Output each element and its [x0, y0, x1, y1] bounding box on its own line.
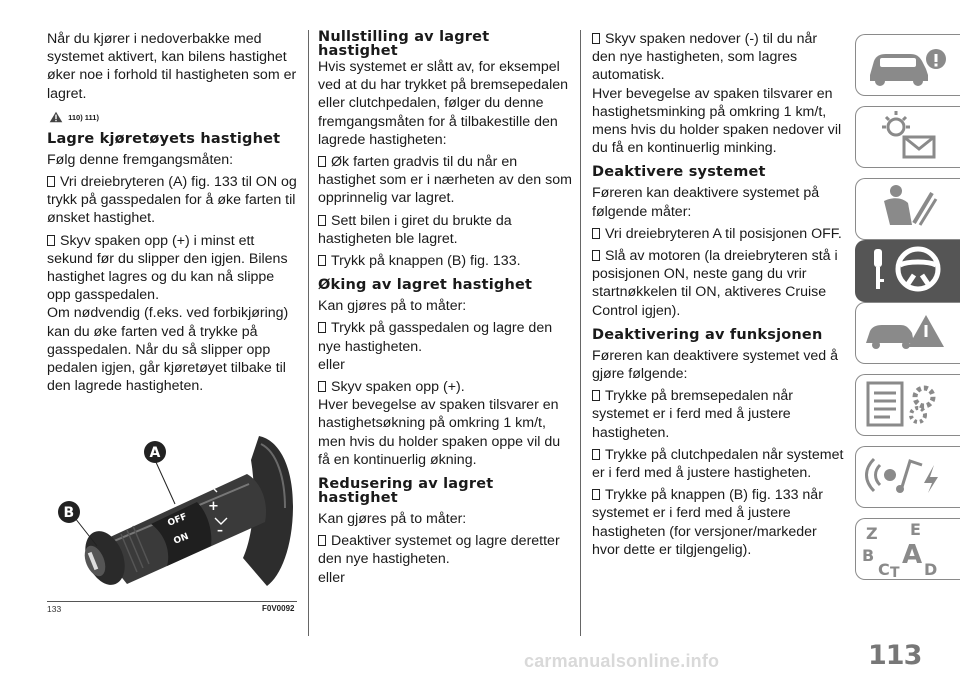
- list-item: [47, 173, 299, 228]
- tab-index[interactable]: [855, 518, 960, 580]
- section-heading: Redusering av lagret hastighet: [318, 476, 494, 507]
- tab-maintenance[interactable]: [855, 374, 960, 436]
- section-heading: Øking av lagret hastighet: [318, 277, 533, 294]
- paragraph: Kan gjøres på to måter:: [318, 511, 467, 528]
- plus-symbol: +: [208, 499, 219, 514]
- index-letter: T: [890, 565, 900, 581]
- list-item: [592, 30, 844, 85]
- warning-references: [49, 111, 299, 124]
- list-item: [318, 153, 573, 208]
- paragraph: eller: [318, 569, 345, 586]
- maintenance-icon: [856, 375, 956, 433]
- page-number: 113: [868, 640, 922, 671]
- tab-emergency[interactable]: [855, 302, 960, 364]
- list-item: [592, 446, 844, 482]
- tab-safety[interactable]: [855, 178, 960, 240]
- list-item-text: Trykke på bremsepedalen når systemet er i ferd med å justere hastigheten.: [592, 388, 793, 441]
- list-item: [318, 319, 573, 355]
- list-item: [592, 486, 844, 559]
- section-heading: Deaktivering av funksjonen: [592, 326, 823, 343]
- safety-icon: [856, 179, 956, 237]
- index-letter: B: [862, 546, 875, 565]
- list-item-text: Trykk på knappen (B) fig. 133.: [331, 253, 521, 270]
- list-item-text: Slå av motoren (la dreiebryteren stå i posisjonen ON, neste gang du vrir startnøkkelen til ON, aktiveres Cruise Control igjen).: [592, 248, 838, 319]
- paragraph: Følg denne fremgangsmåten:: [47, 151, 234, 168]
- checkbox-bullet-icon: [592, 449, 600, 460]
- paragraph: Når du kjører i nedoverbakke med systemet aktivert, kan bilens hastighet øker noe i forhold til hastigheten som er lagret.: [47, 31, 297, 102]
- paragraph: Føreren kan deaktivere systemet på følgende måter:: [592, 185, 820, 220]
- section-heading: Lagre kjøretøyets hastighet: [47, 130, 281, 147]
- paragraph: Om nødvendig (f.eks. ved forbikjøring) kan du øke farten ved å trykke på gasspedalen. Når du så slipper opp pedalen igjen, går kjøretøyet tilbake til den lagrede hastigheten.: [47, 305, 289, 395]
- checkbox-bullet-icon: [318, 535, 326, 546]
- callout-b-label: B: [63, 505, 75, 521]
- list-item-text: Sett bilen i giret du brukte da hastigheten ble lagret.: [318, 212, 512, 247]
- paragraph: Kan gjøres på to måter:: [318, 298, 467, 315]
- callout-a-label: A: [149, 445, 161, 461]
- paragraph: Hver bevegelse av spaken tilsvarer en hastighetsminking på omkring 1 km/t, mens hvis du holder spaken nedover vil du få en kontinuerlig minking.: [592, 85, 842, 157]
- index-letter: Z: [866, 524, 878, 543]
- column-divider: [580, 30, 581, 636]
- tab-starting-driving[interactable]: [855, 240, 960, 302]
- list-item: [592, 387, 844, 442]
- list-item-text: Trykke på clutchpedalen når systemet er i ferd med å justere hastigheten.: [592, 446, 844, 482]
- checkbox-bullet-icon: [592, 33, 600, 44]
- warning-lights-icon: [856, 107, 956, 165]
- off-position-label: OFF: [166, 512, 189, 529]
- section-heading: Deaktivere systemet: [592, 164, 766, 181]
- checkbox-bullet-icon: [592, 228, 600, 239]
- list-item-text: Trykke på knappen (B) fig. 133 når systemet er i ferd med å justere hastigheten (for versjoner/markeder hvor dette er tilgjengelig).: [592, 487, 823, 558]
- figure-cruise-control-lever: [47, 426, 297, 600]
- cruise-control-lever-illustration: [47, 426, 297, 600]
- checkbox-bullet-icon: [47, 235, 55, 246]
- figure-number: 133: [47, 604, 62, 614]
- checkbox-bullet-icon: [318, 215, 326, 226]
- list-item: [47, 232, 299, 305]
- tab-warning-lights[interactable]: [855, 106, 960, 168]
- checkbox-bullet-icon: [47, 176, 55, 187]
- index-letter: A: [902, 540, 923, 570]
- multimedia-icon: [856, 447, 956, 505]
- tab-car-info[interactable]: [855, 34, 960, 96]
- list-item-text: Vri dreiebryteren A til posisjonen OFF.: [605, 225, 842, 242]
- list-item-text: Øk farten gradvis til du når en hastighet som er i nærheten av den som opprinnelig var lagret.: [318, 154, 572, 207]
- column-divider: [308, 30, 309, 636]
- column-left: [47, 30, 299, 395]
- index-letter: C: [878, 560, 890, 579]
- index-letter: D: [924, 560, 938, 579]
- on-position-label: ON: [172, 531, 191, 547]
- list-item-text: Skyv spaken opp (+) i minst ett sekund før du slipper den igjen. Bilens hastighet lagres og du kan nå slippe opp gasspedalen.: [47, 232, 288, 304]
- checkbox-bullet-icon: [318, 255, 326, 266]
- section-heading: Nullstilling av lagret hastighet: [318, 29, 490, 59]
- warning-triangle-icon: [49, 111, 63, 123]
- car-info-icon: [856, 35, 956, 93]
- column-right: [592, 30, 844, 559]
- checkbox-bullet-icon: [592, 390, 600, 401]
- column-middle: [318, 30, 573, 587]
- checkbox-bullet-icon: [318, 381, 326, 392]
- index-letter: E: [910, 520, 921, 539]
- list-item-text: Skyv spaken opp (+).: [331, 379, 465, 396]
- checkbox-bullet-icon: [318, 156, 326, 167]
- minus-symbol: –: [217, 523, 223, 537]
- checkbox-bullet-icon: [592, 250, 600, 261]
- checkbox-bullet-icon: [592, 489, 600, 500]
- emergency-icon: [856, 303, 956, 361]
- checkbox-bullet-icon: [318, 322, 326, 333]
- list-item-text: Skyv spaken nedover (-) til du når den nye hastigheten, som lagres automatisk.: [592, 31, 818, 84]
- paragraph: Føreren kan deaktivere systemet ved å gjøre følgende:: [592, 347, 839, 383]
- list-item: [592, 247, 844, 320]
- paragraph: Hvis systemet er slått av, for eksempel ved at du har trykket på bremsepedalen eller clutchpedalen, følger du denne fremgangsmåten for å tilbakestille den lagrede hastigheten:: [318, 59, 569, 148]
- list-item: [318, 378, 573, 396]
- list-item-text: Vri dreiebryteren (A) fig. 133 til ON og trykk på gasspedalen for å øke farten til ønsket hastighet.: [47, 174, 297, 227]
- paragraph: Hver bevegelse av spaken tilsvarer en hastighetsøkning på omkring 1 km/t, men hvis du holder spaken oppe vil du få en kontinuerlig økning.: [318, 397, 561, 468]
- list-item-text: Deaktiver systemet og lagre deretter den nye hastigheten.: [318, 533, 560, 568]
- figure-code: F0V0092: [262, 604, 295, 613]
- steering-key-icon: [856, 241, 956, 299]
- figure-divider: [47, 601, 297, 602]
- watermark: carmanualsonline.info: [524, 651, 720, 671]
- list-item: [318, 212, 573, 248]
- paragraph: eller: [318, 356, 345, 373]
- index-icon: [856, 519, 956, 581]
- list-item: [318, 252, 573, 270]
- list-item-text: Trykk på gasspedalen og lagre den nye hastigheten.: [318, 320, 553, 355]
- list-item: [592, 225, 844, 243]
- warning-ref-text: 110) 111): [68, 112, 99, 122]
- tab-multimedia[interactable]: [855, 446, 960, 508]
- list-item: [318, 532, 573, 568]
